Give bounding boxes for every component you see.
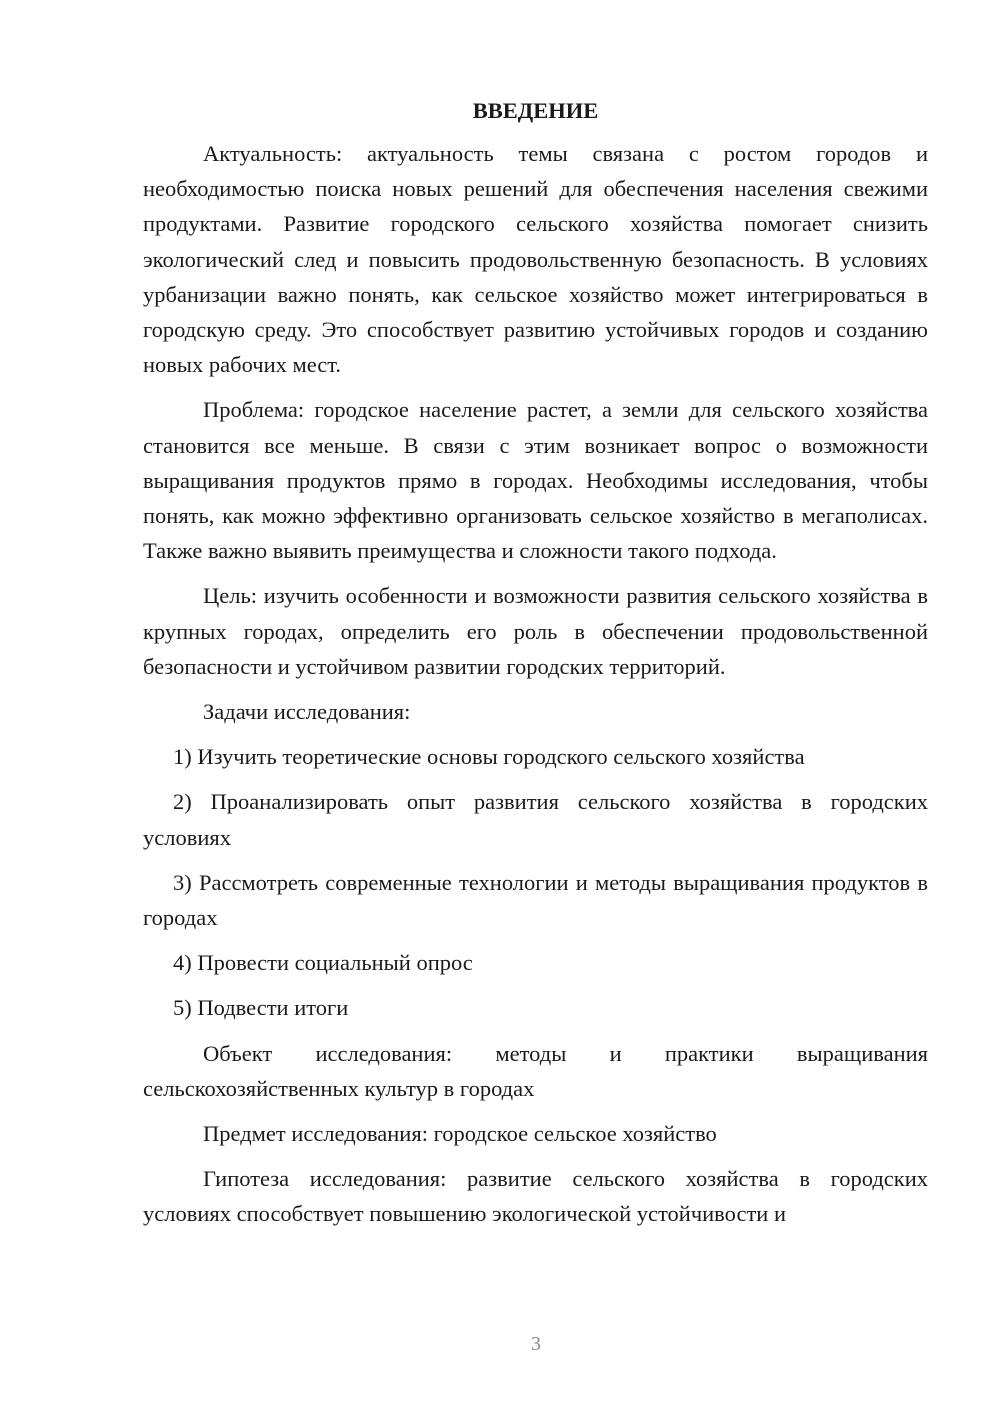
object-paragraph: Объект исследования: методы и практики выращивания сельскохозяйственных культур в городах bbox=[143, 1040, 928, 1101]
page-content bbox=[143, 96, 928, 1242]
hypothesis-paragraph: Гипотеза исследования: развитие сельского хозяйства в городских условиях способствует повышению экологической устойчивости и bbox=[143, 1166, 928, 1227]
task-item-4: 4) Провести социальный опрос bbox=[173, 950, 473, 976]
task-item-5: 5) Подвести итоги bbox=[173, 995, 349, 1021]
task-item-3: 3) Рассмотреть современные технологии и методы выращивания продуктов в городах bbox=[143, 869, 928, 931]
goal-paragraph: Цель: изучить особенности и возможности развития сельского хозяйства в крупных городах, определить его роль в обеспечении продовольственной безопасности и устойчивом развитии городских территорий. bbox=[143, 583, 928, 679]
task-item-2: 2) Проанализировать опыт развития сельского хозяйства в городских условиях bbox=[143, 789, 928, 850]
section-heading: ВВЕДЕНИЕ bbox=[472, 98, 599, 123]
relevance-paragraph: Актуальность: актуальность темы связана с ростом городов и необходимостью поиска новых решений для обеспечения населения свежими продуктами. Развитие городского сельского хозяйства помогает снизить экологический след и повысить продовольственную безопасность. В условиях урбанизации важно понять, как сельское хозяйство может интегрироваться в городскую среду. Это способствует развитию устойчивых городов и созданию новых рабочих мест. bbox=[143, 141, 928, 378]
page-number: 3 bbox=[531, 1333, 541, 1355]
problem-paragraph: Проблема: городское население растет, а земли для сельского хозяйства становится все меньше. В связи с этим возникает вопрос о возможности выращивания продуктов прямо в городах. Необходимы исследования, чтобы понять, как можно эффективно организовать сельское хозяйство в мегаполисах. Также важно выявить преимущества и сложности такого подхода. bbox=[143, 397, 928, 564]
tasks-title: Задачи исследования: bbox=[203, 699, 411, 725]
task-item-1: 1) Изучить теоретические основы городского сельского хозяйства bbox=[173, 744, 805, 770]
subject-paragraph: Предмет исследования: городское сельское хозяйство bbox=[203, 1121, 717, 1147]
